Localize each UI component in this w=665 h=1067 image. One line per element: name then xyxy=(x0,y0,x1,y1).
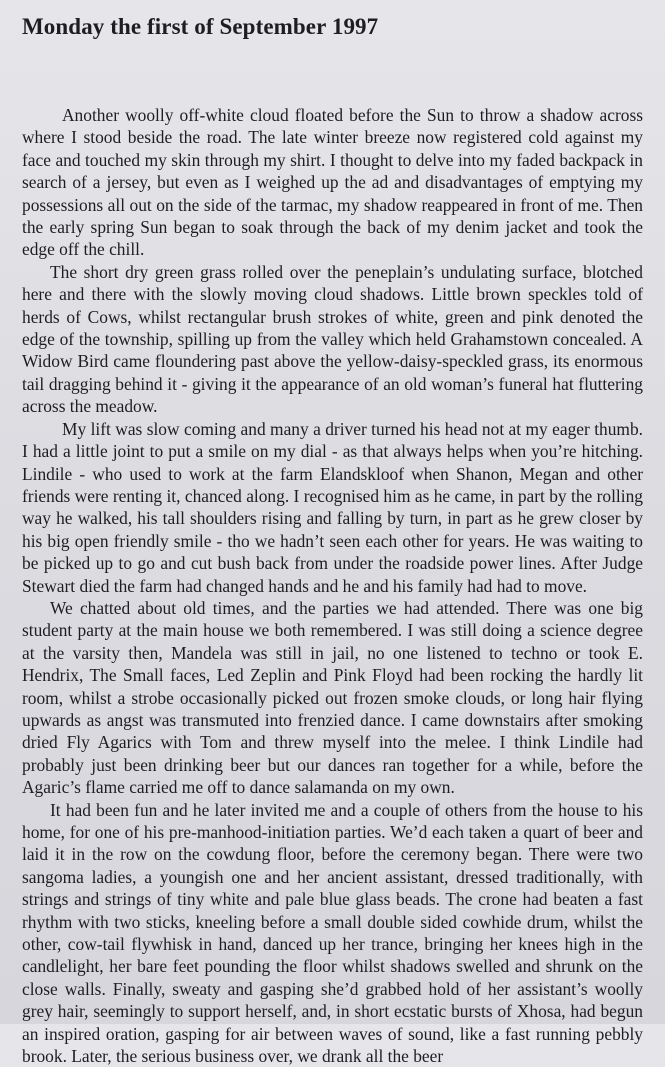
paragraph-4: We chatted about old times, and the parties we had attended. There was one big student party at the main house we both remembered. I was still doing a science degree at the varsity then, Mandela was still in jail, no one listened to techno or took E. Hendrix, The Small faces, Led Zeplin and Pink Floyd had been rocking the hardly lit room, whilst a strobe occasionally picked out frozen smoke clouds, or long hair flying upwards as angst was transmuted into frenzied dance. I came downstairs after smoking dried Fly Agarics with Tom and threw myself into the melee. I think Lindile had probably just been drinking beer but our dances ran together for a while, before the Agaric’s flame carried me off to dance salamanda on my own. xyxy=(22,597,643,798)
paragraph-3: My lift was slow coming and many a driver turned his head not at my eager thumb. I had a little joint to put a smile on my dial - as that always helps when you’re hitching. Lindile - who used to work at the farm Elandskloof when Shanon, Megan and other friends were renting it, chanced along. I recognised him as he came, in part by the rolling way he walked, his tall shoulders rising and falling by turn, in part as he grew closer by his big open friendly smile - tho we hadn’t seen each other for years. He was waiting to be picked up to go and cut bush back from under the roadside power lines. After Judge Stewart died the farm had changed hands and he and his family had had to move. xyxy=(22,418,643,596)
chapter-body xyxy=(22,104,643,1067)
chapter-title: Monday the first of September 1997 xyxy=(22,14,379,39)
paragraph-5: It had been fun and he later invited me and a couple of others from the house to his home, for one of his pre-manhood-initiation parties. We’d each taken a quart of beer and laid it in the row on the cowdung floor, before the ceremony began. There were two sangoma ladies, a youngish one and her ancient assistant, dressed traditionally, with strings and strings of tiny white and pale blue glass beads. The crone had beaten a fast rhythm with two sticks, kneeling before a small double sided cowhide drum, whilst the other, cow-tail flywhisk in hand, danced up her trance, bringing her knees high in the candlelight, her bare feet pounding the floor whilst shadows swelled and shrunk on the close walls. Finally, sweaty and gasping she’d grabbed hold of her assistant’s woolly grey hair, seemingly to support herself, and, in short ecstatic bursts of Xhosa, had begun an inspired oration, gasping for air between waves of sound, like a fast running pebbly brook. Later, the serious business over, we drank all the beer xyxy=(22,799,643,1067)
paragraph-2: The short dry green grass rolled over the peneplain’s undulating surface, blotched here and there with the slowly moving cloud shadows. Little brown speckles told of herds of Cows, whilst rectangular brush strokes of white, green and pink denoted the edge of the township, spilling up from the valley which held Grahamstown concealed. A Widow Bird came floundering past above the yellow-daisy-speckled grass, its enormous tail dragging behind it - giving it the appearance of an old woman’s funeral hat fluttering across the meadow. xyxy=(22,261,643,417)
paragraph-1: Another woolly off-white cloud floated before the Sun to throw a shadow across where I stood beside the road. The late winter breeze now registered cold against my face and touched my skin through my shirt. I thought to delve into my faded backpack in search of a jersey, but even as I weighed up the ad and disadvantages of emptying my possessions all out on the side of the tarmac, my shadow reappeared in front of me. Then the early spring Sun began to soak through the back of my denim jacket and took the edge off the chill. xyxy=(22,105,643,260)
